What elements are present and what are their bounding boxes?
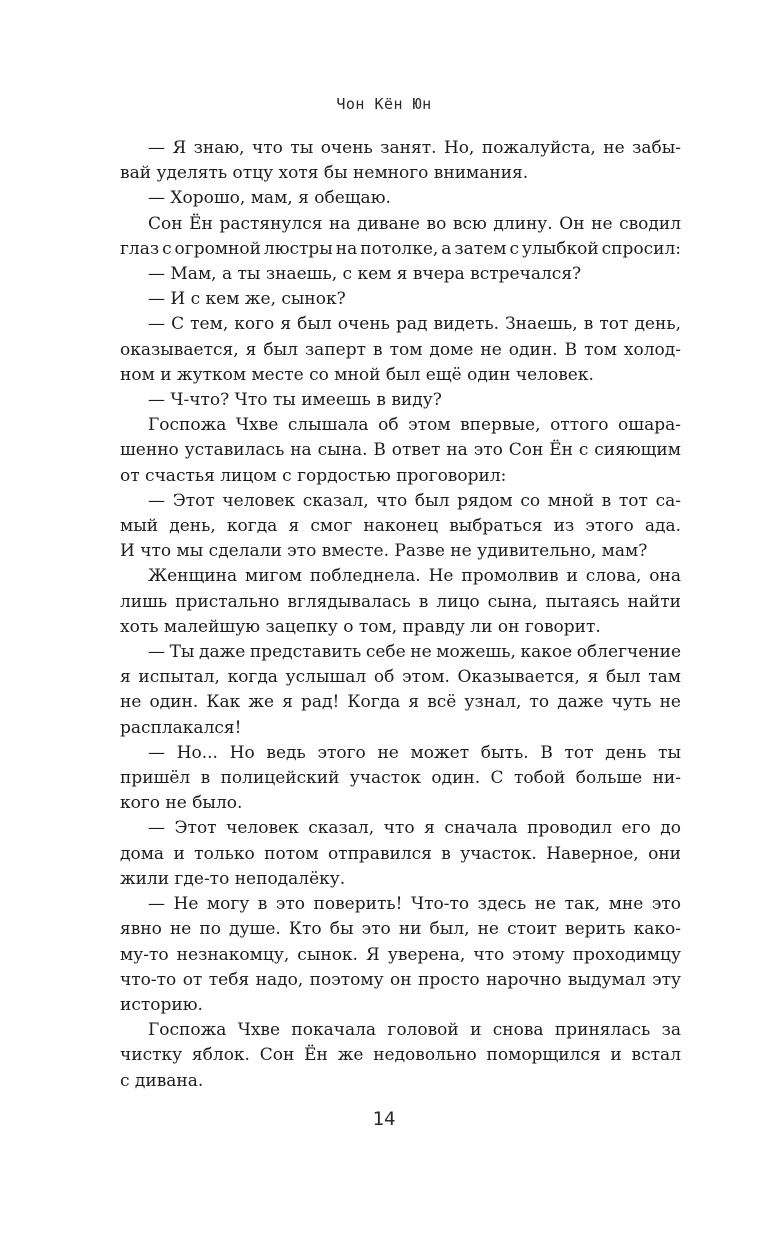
paragraph	[120, 741, 681, 817]
text-line: му-то незнакомцу, сынок. Я уверена, что этому проходимцу	[120, 944, 681, 965]
page-number: 14	[372, 1108, 396, 1130]
text-line: явно не по душе. Кто бы это ни был, не стоит верить како-	[120, 919, 681, 940]
text-line: кого не было.	[120, 793, 243, 814]
text-line: не один. Как же я рад! Когда я всё узнал, то даже чуть не	[120, 692, 681, 713]
text-line: что-то от тебя надо, поэтому он просто нарочно выдумал эту	[120, 969, 681, 990]
text-line: — Но... Но ведь этого не может быть. В тот день ты	[148, 742, 681, 763]
text-line: — Мам, а ты знаешь, с кем я вчера встречался?	[148, 264, 582, 285]
body-text	[120, 136, 681, 1094]
text-line: — И с кем же, сынок?	[148, 289, 346, 310]
running-head: Чон Кён Юн	[336, 95, 432, 113]
paragraph	[120, 564, 681, 640]
text-line: жили где-то неподалёку.	[120, 868, 346, 889]
text-line: Женщина мигом побледнела. Не промолвив и слова, она	[148, 566, 681, 587]
text-line: расплакался!	[120, 717, 242, 738]
text-line: — Хорошо, мам, я обещаю.	[148, 188, 391, 209]
text-line: чистку яблок. Сон Ён же недовольно поморщился и встал	[120, 1045, 681, 1066]
paragraph	[120, 312, 681, 388]
text-line: лишь пристально вглядывалась в лицо сына, пытаясь найти	[120, 591, 681, 612]
paragraph	[120, 816, 681, 892]
paragraph	[120, 489, 681, 565]
text-line: с дивана.	[120, 1070, 204, 1091]
paragraph	[120, 287, 681, 312]
paragraph	[120, 892, 681, 1018]
text-line: оказывается, я был заперт в том доме не один. В том холод-	[120, 339, 681, 360]
text-line: вай уделять отцу хотя бы немного внимания.	[120, 163, 529, 184]
paragraph	[120, 186, 681, 211]
paragraph	[120, 1018, 681, 1094]
text-line: — Ты даже представить себе не можешь, какое облегчение	[148, 642, 681, 663]
text-line: мый день, когда я смог наконец выбраться из этого ада.	[120, 516, 681, 537]
text-line: — Этот человек сказал, что был рядом со мной в тот са-	[148, 490, 681, 511]
text-line: — Я знаю, что ты очень занят. Но, пожалуйста, не забы-	[148, 138, 681, 158]
text-line: хоть малейшую зацепку о том, правду ли он говорит.	[120, 616, 601, 637]
text-line: я испытал, когда услышал об этом. Оказывается, я был там	[120, 667, 681, 688]
text-line: Сон Ён растянулся на диване во всю длину. Он не сводил	[148, 213, 681, 234]
text-line: пришёл в полицейский участок один. С тобой больше ни-	[120, 768, 681, 789]
paragraph	[120, 262, 681, 287]
text-line: — Не могу в это поверить! Что-то здесь не так, мне это	[148, 894, 681, 915]
paragraph	[120, 388, 681, 413]
paragraph	[120, 640, 681, 741]
text-line: И что мы сделали это вместе. Разве не удивительно, мам?	[120, 541, 648, 562]
text-line: Госпожа Чхве покачала головой и снова принялась за	[148, 1020, 681, 1041]
text-line: Госпожа Чхве слышала об этом впервые, оттого ошара-	[148, 415, 681, 436]
paragraph	[120, 212, 681, 262]
text-line: шенно уставилась на сына. В ответ на это Сон Ён с сияющим	[120, 440, 681, 461]
paragraph	[120, 413, 681, 489]
text-line: — С тем, кого я был очень рад видеть. Знаешь, в тот день,	[148, 314, 681, 335]
text-line: ном и жутком месте со мной был ещё один человек.	[120, 364, 594, 385]
text-line: от счастья лицом с гордостью проговорил:	[120, 465, 507, 486]
text-line: историю.	[120, 994, 203, 1015]
text-line: глаз с огромной люстры на потолке, а затем с улыбкой спросил:	[120, 238, 681, 259]
text-line: — Этот человек сказал, что я сначала проводил его до	[148, 818, 681, 839]
paragraph	[120, 136, 681, 186]
text-line: — Ч-что? Что ты имеешь в виду?	[148, 390, 442, 411]
text-line: дома и только потом отправился в участок. Наверное, они	[120, 843, 681, 864]
